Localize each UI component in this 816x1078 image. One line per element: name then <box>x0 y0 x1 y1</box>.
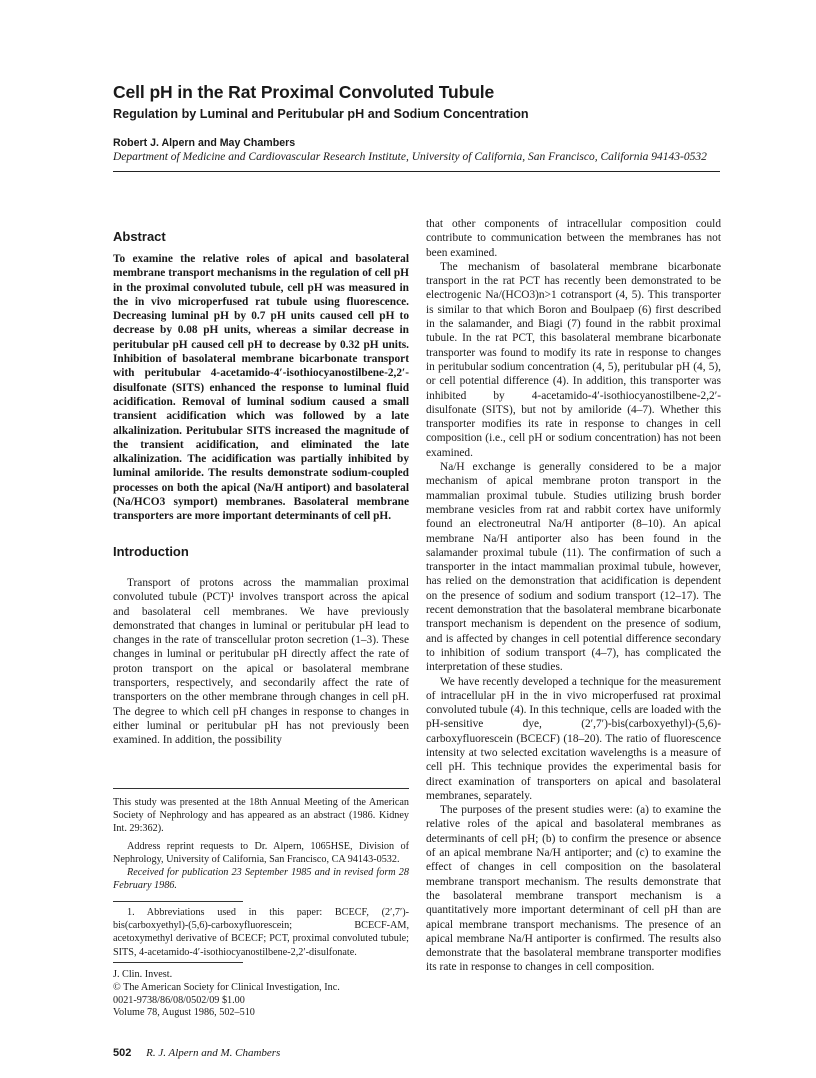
technique-paragraph: We have recently developed a technique for the measurement of intracellular pH in the in vivo microperfused rat proximal convoluted tubule (4). In this technique, cells are loaded with the pH-sensitive dye, (2′,7′)-bis(carboxyethyl)-(5,6)-carboxyfluorescein (BCECF) (18–20). The ratio of fluorescence intensity at two selected excitation wavelengths is a measure of cell pH. This technique provides the experimental basis for direct examination of transporters on apical and basolateral membranes, separately. <box>426 675 721 802</box>
abstract-paragraph: To examine the relative roles of apical and basolateral membrane transport mechanisms in the regulation of cell pH in the proximal convoluted tubule, cell pH was measured in the in vivo microperfused rat tubule using fluorescence. Decreasing luminal pH by 0.7 pH units caused cell pH to decrease by 0.08 pH units, whereas a similar decrease in peritubular pH caused cell pH to decrease by 0.32 pH units. Inhibition of basolateral membrane bicarbonate transport with peritubular 4-acetamido-4′-isothiocyanostilbene-2,2′-disulfonate (SITS) enhanced the response to luminal fluid acidification. Removal of luminal sodium caused a small transient acidification which was followed by a late alkalinization. Peritubular SITS increased the magnitude of the transient acidification, and eliminated the late alkalinization. The acidification was partially inhibited by luminal amiloride. The results demonstrate sodium-coupled processes on both the apical (Na/H antiport) and basolateral (Na/HCO3 symport) membranes. Basolateral membrane transporters are more important determinants of cell pH. <box>113 253 409 523</box>
abbreviations-note: 1. Abbreviations used in this paper: BCECF, (2′,7′)-bis(carboxyethyl)-(5,6)-carboxyfluorescein; BCECF-AM, acetoxymethyl derivative of BCECF; PCT, proximal convoluted tubule; SITS, 4-acetamido-4′-isothiocyanostilbene-2,2′-disulfonate. <box>113 907 409 958</box>
purposes-paragraph: The purposes of the present studies were: (a) to examine the relative roles of the apical and basolateral membranes as determinants of cell pH; (b) to confirm the presence or absence of an apical membrane Na/H antiporter; and (c) to examine the effect of changes in cell composition on the basolateral membrane transport mechanism. The results demonstrate that the basolateral membrane transport mechanism is a quantitatively more important determinant of cell pH than are apical membrane transport mechanisms. The presence of an apical membrane Na/H antiporter is confirmed. The results also demonstrate that the basolateral membrane transporter modifies its rate in response to changes in cell composition. <box>426 804 721 974</box>
footnotes-block <box>113 796 409 892</box>
right-column <box>426 217 721 975</box>
page-footer <box>113 1047 280 1059</box>
na-h-exchange-paragraph: Na/H exchange is generally considered to be a major mechanism of apical membrane proton transport in the mammalian proximal tubule. Studies utilizing brush border membrane vesicles from rat and rabbit cortex have uniformly found an electroneutral Na/H antiporter (8–10). An apical membrane Na/H antiporter also has been found in the salamander proximal tubule (11). The confirmation of such a transporter in the intact mammalian proximal tubule, however, has relied on the demonstration that acidification is dependent on the presence of sodium and sodium transport (12–17). The recent demonstration that the basolateral membrane bicarbonate transport mechanism is dependent on the presence of sodium, and is affected by changes in cell potential difference secondary to inhibition of sodium transport (4–7), has complicated the interpretation of these studies. <box>426 461 721 674</box>
affiliation: Department of Medicine and Cardiovascular Research Institute, University of California, San Francisco, California 94143-0532 <box>113 151 707 163</box>
abbreviations-block <box>113 906 409 959</box>
presentation-note: This study was presented at the 18th Annual Meeting of the American Society of Nephrology and has appeared as an abstract (1986. Kidney Int. 29:362). <box>113 797 409 835</box>
paper-subtitle: Regulation by Luminal and Peritubular pH and Sodium Concentration <box>113 107 529 121</box>
author-list: Robert J. Alpern and May Chambers <box>113 137 296 149</box>
page-number: 502 <box>113 1047 132 1059</box>
received-note: Received for publication 23 September 1985 and in revised form 28 February 1986. <box>113 867 409 892</box>
abstract-body <box>113 252 409 524</box>
abstract-heading: Abstract <box>113 229 166 244</box>
bicarbonate-paragraph: The mechanism of basolateral membrane bicarbonate transport in the rat PCT has recently been demonstrated to be electrogenic Na/(HCO3)n>1 cotransport (4, 5). This transporter is similar to that which Boron and Boulpaep (6) first described in the salamander, and Biagi (7) found in the rabbit proximal tubule. In the rat PCT, this basolateral membrane bicarbonate transporter was found to modify its rate in response to changes in peritubular sodium concentration (4, 5), peritubular pH (4, 5), or cell potential difference (4). In addition, this transporter was inhibited by 4-acetamido-4′-isothiocyanostilbene-2,2′-disulfonate (SITS), but not by amiloride (4–7). Whether this transporter modifies its rate in response to changes in cell composition (i.e., cell pH or sodium concentration) has not been examined. <box>426 260 721 459</box>
abbreviation-rule <box>113 901 243 902</box>
reprint-note: Address reprint requests to Dr. Alpern, 1065HSE, Division of Nephrology, University of California, San Francisco, CA 94143-0532. <box>113 840 409 865</box>
introduction-body <box>113 576 409 748</box>
footnote-rule <box>113 788 409 789</box>
introduction-heading: Introduction <box>113 544 189 559</box>
journal-name: J. Clin. Invest. <box>113 969 173 980</box>
introduction-paragraph: Transport of protons across the mammalian proximal convoluted tubule (PCT)¹ involves transport across the apical and basolateral cell membranes. We have previously demonstrated that changes in luminal or peritubular pH lead to changes in the rate of transcellular proton secretion (1–3). These changes in luminal or peritubular pH directly affect the rate of proton transport on the apical or basolateral membrane transporters, respectively, and secondarily affect the rate of transporters on the other membrane through changes in cell pH. The degree to which cell pH changes in response to changes in either luminal or peritubular pH has not previously been examined. In addition, the possibility <box>113 577 409 747</box>
volume-line: Volume 78, August 1986, 502–510 <box>113 1007 255 1019</box>
continued-paragraph: that other components of intracellular composition could contribute to communication between the membranes has not been examined. <box>426 218 721 259</box>
header-rule <box>113 171 720 172</box>
publication-info <box>113 969 340 1020</box>
issn-line: 0021-9738/86/08/0502/09 $1.00 <box>113 994 245 1006</box>
copyright-line: © The American Society for Clinical Investigation, Inc. <box>113 981 340 993</box>
paper-title: Cell pH in the Rat Proximal Convoluted Tubule <box>113 82 495 102</box>
running-authors: R. J. Alpern and M. Chambers <box>146 1047 281 1059</box>
publication-rule <box>113 962 243 963</box>
